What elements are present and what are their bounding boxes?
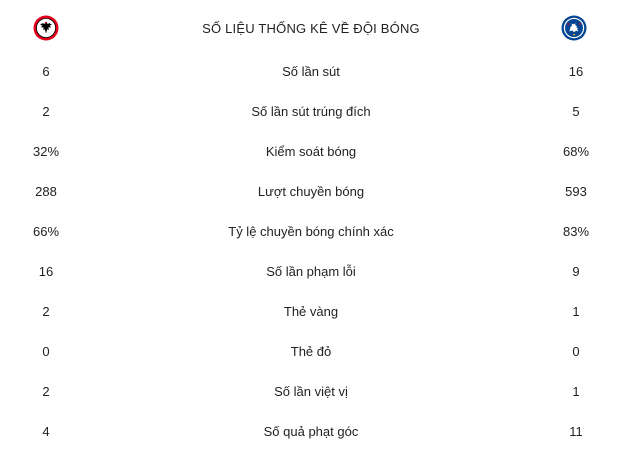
stat-label: Lượt chuyền bóng — [257, 184, 365, 199]
away-value: 1 — [572, 304, 580, 319]
home-value: 2 — [42, 104, 50, 119]
stat-row-shots — [0, 58, 622, 98]
home-value: 4 — [42, 424, 50, 439]
stat-row-corners — [0, 418, 622, 458]
home-value: 6 — [42, 64, 50, 79]
stat-row-yellow-cards — [0, 298, 622, 338]
away-value: 9 — [572, 264, 580, 279]
stat-label: Số lần sút — [282, 64, 340, 79]
home-value: 0 — [42, 344, 50, 359]
stat-label: Tỷ lệ chuyền bóng chính xác — [228, 224, 394, 239]
stat-label: Thẻ đỏ — [290, 344, 332, 359]
stat-label: Số lần việt vị — [274, 384, 348, 399]
chelsea-crest-icon — [561, 15, 587, 41]
home-value: 2 — [42, 384, 50, 399]
home-value: 66% — [32, 224, 60, 239]
stat-row-passes — [0, 178, 622, 218]
stats-table — [0, 58, 622, 458]
stat-label: Thẻ vàng — [283, 304, 339, 319]
away-value: 593 — [565, 184, 587, 199]
stat-row-fouls — [0, 258, 622, 298]
home-value: 288 — [35, 184, 57, 199]
away-value: 5 — [572, 104, 580, 119]
stat-row-red-cards — [0, 338, 622, 378]
stat-label: Số quả phạt góc — [263, 424, 359, 439]
page-title: SỐ LIỆU THỐNG KÊ VỀ ĐỘI BÓNG — [202, 21, 420, 36]
stat-row-offsides — [0, 378, 622, 418]
stat-label: Kiểm soát bóng — [265, 144, 357, 159]
away-value: 68% — [562, 144, 590, 159]
stat-label: Số lần sút trúng đích — [251, 104, 371, 119]
stat-label: Số lần phạm lỗi — [266, 264, 356, 279]
home-value: 2 — [42, 304, 50, 319]
home-value: 32% — [32, 144, 60, 159]
away-value: 11 — [569, 424, 583, 439]
away-value: 1 — [572, 384, 580, 399]
away-value: 0 — [572, 344, 580, 359]
stat-row-shots-on-target — [0, 98, 622, 138]
away-value: 16 — [568, 64, 584, 79]
home-value: 16 — [38, 264, 54, 279]
stat-row-pass-accuracy — [0, 218, 622, 258]
away-value: 83% — [562, 224, 590, 239]
stats-header — [0, 0, 622, 58]
stat-row-possession — [0, 138, 622, 178]
